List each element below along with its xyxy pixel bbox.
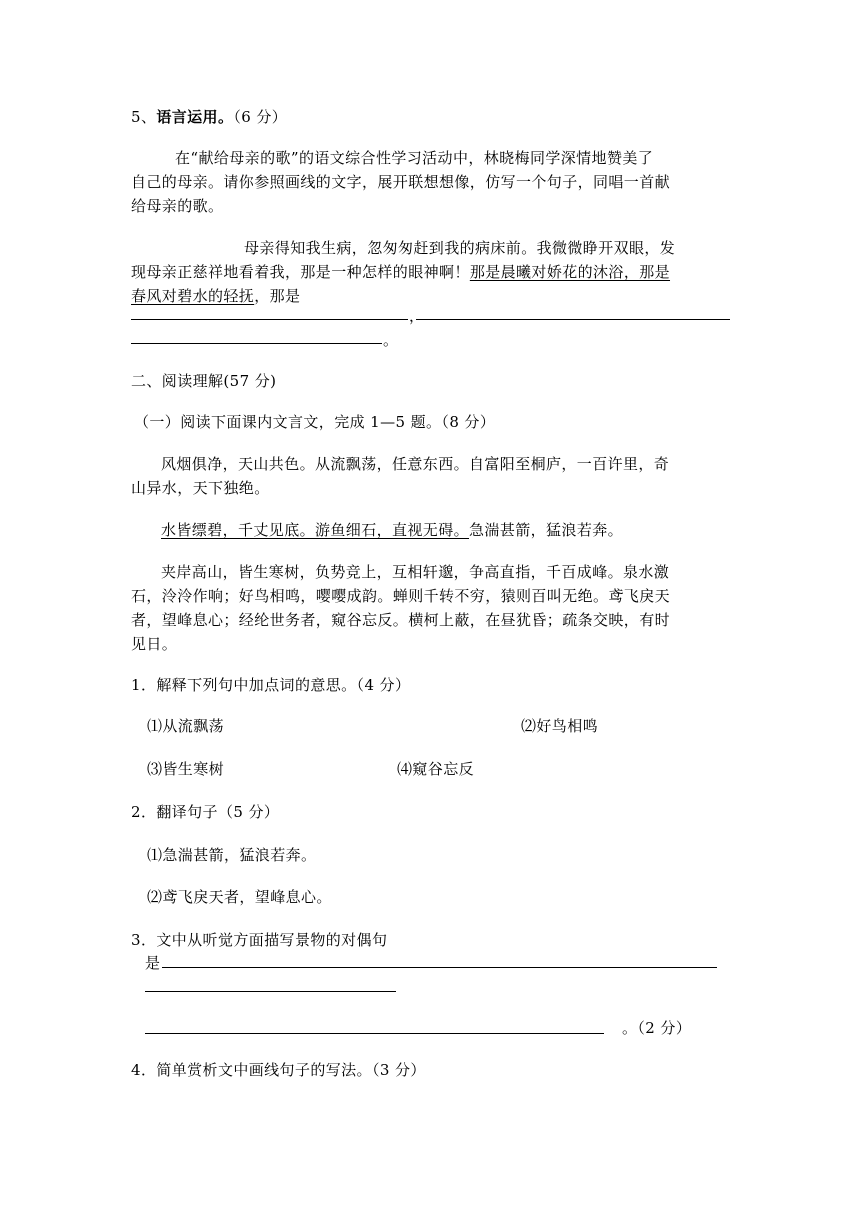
q5-example-line-2	[131, 262, 670, 282]
question-3-period: 。	[622, 1019, 638, 1037]
passage-p3-line-4: 见日。	[131, 635, 178, 653]
question-3-answer-blank-1[interactable]	[162, 967, 717, 968]
question-3-is: 是	[145, 954, 161, 972]
q5-example-line-1: 母亲得知我生病，忽匆匆赶到我的病床前。我微微睁开双眼，发	[244, 239, 676, 257]
q5-number: 5、	[131, 108, 157, 126]
passage-p3-line-1: 夹岸高山，皆生寒树，负势竞上，互相轩邈，争高直指，千百成峰。泉水激	[161, 563, 670, 581]
question-3-title: 3．文中从听觉方面描写景物的对偶句	[131, 931, 388, 949]
q5-score: （6 分）	[233, 108, 288, 126]
q5-answer-blank-2[interactable]	[416, 319, 730, 320]
passage-p1-line-1: 风烟俱净，天山共色。从流飘荡，任意东西。自富阳至桐庐，一百许里，奇	[161, 455, 670, 473]
q5-heading	[131, 107, 287, 127]
passage-p2-rest: 急湍甚箭，猛浪若奔。	[469, 521, 624, 539]
q5-intro-line-1: 在“献给母亲的歌”的语文综合性学习活动中，林晓梅同学深情地赞美了	[175, 149, 654, 167]
q5-intro-line-3: 给母亲的歌。	[131, 197, 224, 215]
q5-example-line-3	[131, 286, 300, 306]
question-2-item-2: ⑵鸢飞戾天者，望峰息心。	[147, 888, 332, 906]
q5-intro-line-2: 自己的母亲。请你参照画线的文字，展开联想想像，仿写一个句子，同唱一首献	[131, 173, 671, 191]
passage-p3-line-3: 者，望峰息心；经纶世务者，窥谷忘反。横柯上蔽，在昼犹昏；疏条交映，有时	[131, 611, 671, 629]
q5-title: 语言运用。	[156, 108, 234, 126]
passage-underlined-sentence: 水皆缥碧，千丈见底。游鱼细石，直视无碍。	[161, 521, 470, 539]
question-3-end	[622, 1018, 691, 1038]
question-1-item-4: ⑷窥谷忘反	[397, 760, 475, 778]
question-2-item-1: ⑴急湍甚箭，猛浪若奔。	[147, 846, 317, 864]
question-4-title: 4．简单赏析文中画线句子的写法。（3 分）	[131, 1061, 426, 1079]
question-1-item-1: ⑴从流飘荡	[147, 717, 225, 735]
q5-example-text: 现母亲正慈祥地看着我，那是一种怎样的眼神啊！	[131, 263, 470, 281]
q5-answer-blank-3[interactable]	[131, 343, 382, 344]
passage-p1-line-2: 山异水，天下独绝。	[131, 479, 270, 497]
question-1-item-2: ⑵好鸟相鸣	[521, 717, 599, 735]
question-1-title: 1．解释下列句中加点词的意思。（4 分）	[131, 676, 411, 694]
question-3-score: （2 分）	[637, 1019, 692, 1037]
passage-p2	[161, 520, 623, 540]
passage-p3-line-2: 石，泠泠作响；好鸟相鸣，嘤嘤成韵。蝉则千转不穷，猿则百叫无绝。鸢飞戾天	[131, 587, 671, 605]
question-1-item-3: ⑶皆生寒树	[147, 760, 225, 778]
question-2-title: 2．翻译句子（5 分）	[131, 803, 280, 821]
q5-period: 。	[383, 331, 399, 349]
q5-underlined-phrase-1: 那是晨曦对娇花的沐浴，那是	[469, 263, 671, 281]
question-3-answer-blank-3[interactable]	[145, 1033, 604, 1034]
question-3-answer-blank-2[interactable]	[145, 991, 396, 992]
q5-underlined-phrase-2: 春风对碧水的轻抚	[131, 287, 255, 305]
section-2-title: 二、阅读理解(57 分)	[131, 372, 277, 390]
part-1-title: （一）阅读下面课内文言文，完成 1—5 题。（8 分）	[134, 413, 496, 431]
q5-example-tail: ，那是	[254, 287, 301, 305]
q5-answer-blank-1[interactable]	[131, 319, 408, 320]
q5-comma: ，	[409, 307, 425, 325]
